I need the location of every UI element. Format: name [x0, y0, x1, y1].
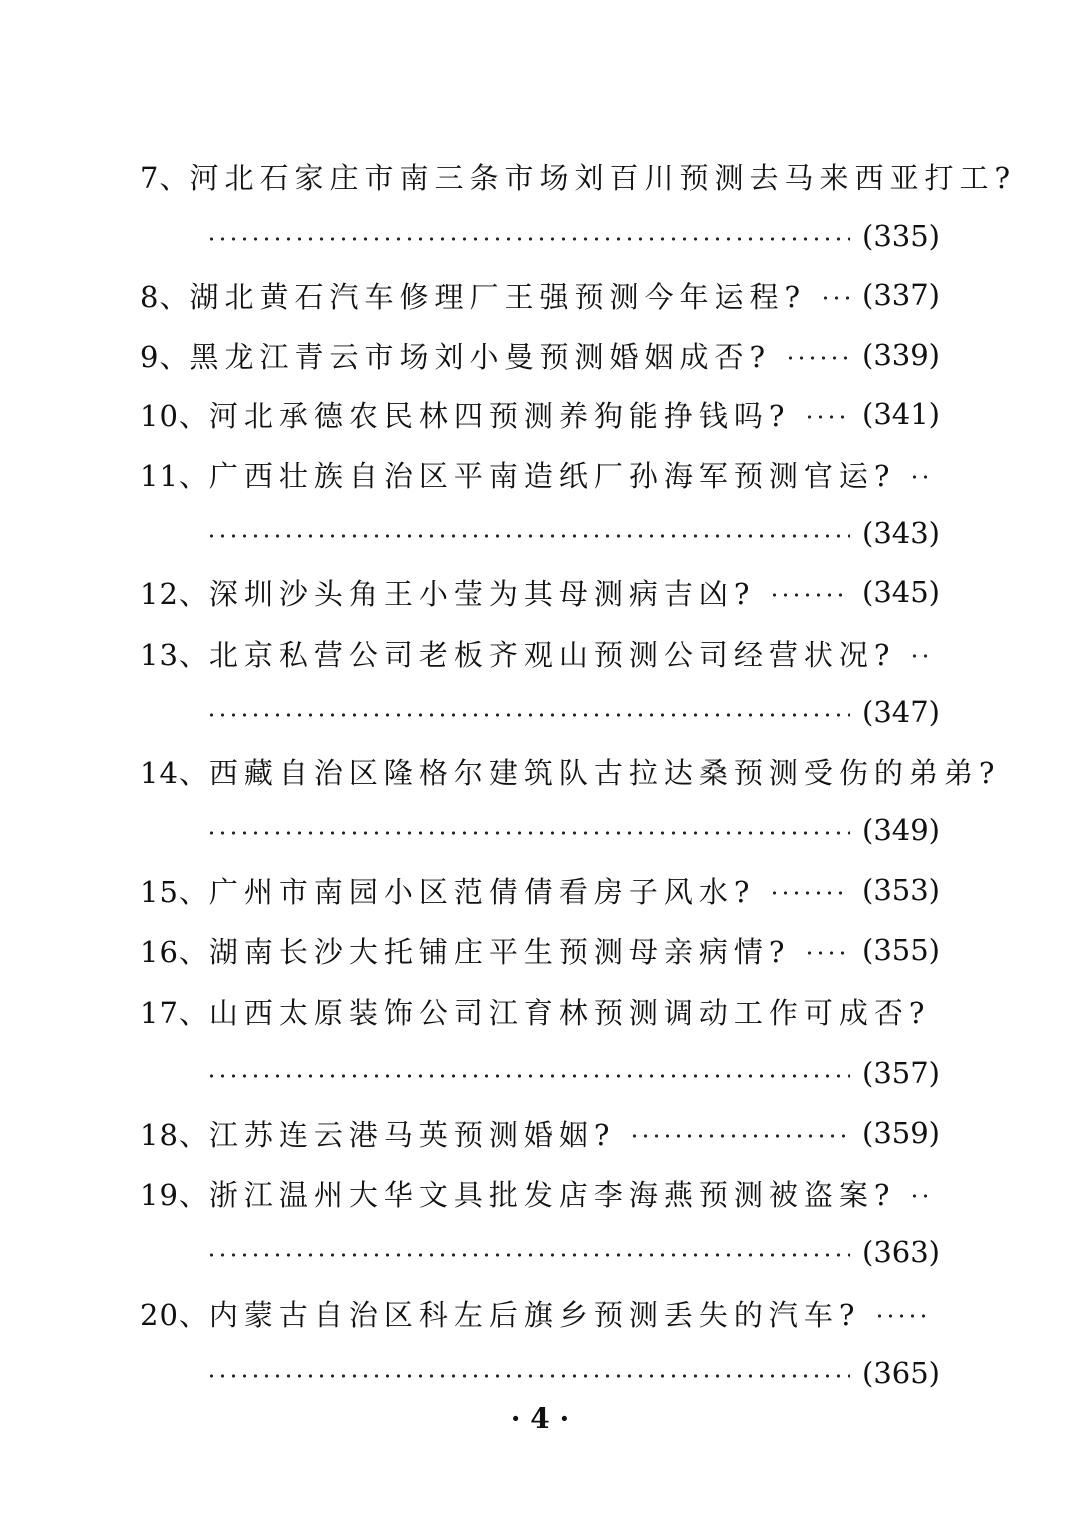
- entry-title: 浙江温州大华文具批发店李海燕预测被盗案?: [208, 1177, 896, 1212]
- toc-entry-line: [140, 451, 940, 497]
- toc-entry-continuation: [192, 1050, 940, 1096]
- entry-page: (365): [862, 1356, 940, 1390]
- dot-leader: [206, 1253, 850, 1257]
- entry-number: 17、: [140, 995, 209, 1030]
- entry-title: 河北承德农民林四预测养狗能挣钱吗?: [208, 398, 791, 433]
- toc-entry-line: [140, 988, 940, 1034]
- dot-leader: [909, 1194, 928, 1198]
- toc-entry-continuation: [192, 1350, 940, 1396]
- entry-number: 9、: [140, 339, 190, 374]
- entry-page: (353): [862, 873, 940, 907]
- entry-number: 11、: [140, 458, 209, 493]
- entry-title: 江苏连云港马英预测婚姻?: [208, 1117, 616, 1152]
- entry-page: (343): [862, 516, 940, 550]
- entry-page: (341): [862, 397, 940, 431]
- dot-leader: [629, 1134, 850, 1138]
- toc-entry-line: [140, 867, 940, 913]
- entry-number: 8、: [140, 279, 190, 314]
- dot-leader: [206, 237, 850, 241]
- toc-entry-continuation: [192, 689, 940, 735]
- entry-number: 18、: [140, 1117, 209, 1152]
- entry-page: (359): [862, 1116, 940, 1150]
- entry-number: 13、: [140, 637, 209, 672]
- dot-leader: [206, 1374, 850, 1378]
- entry-title: 河北石家庄市南三条市场刘百川预测去马来西亚打工?: [189, 160, 1017, 195]
- entry-title: 黑龙江青云市场刘小曼预测婚姻成否?: [189, 339, 772, 374]
- dot-leader: [909, 654, 928, 658]
- entry-title: 内蒙古自治区科左后旗乡预测丢失的汽车?: [208, 1297, 861, 1332]
- dot-leader: [874, 1314, 928, 1318]
- entry-title: 湖北黄石汽车修理厂王强预测今年运程?: [189, 279, 807, 314]
- toc-entry-line: [140, 272, 940, 318]
- entry-page: (355): [862, 933, 940, 967]
- entry-number: 7、: [140, 160, 190, 195]
- toc-entry-line: [140, 332, 940, 378]
- dot-leader: [804, 951, 850, 955]
- entry-number: 12、: [140, 576, 209, 611]
- entry-number: 19、: [140, 1177, 209, 1212]
- entry-title: 广州市南园小区范倩倩看房子风水?: [208, 874, 756, 909]
- page-number: · 4 ·: [510, 1402, 570, 1435]
- toc-entry-continuation: [192, 213, 940, 259]
- entry-title: 湖南长沙大托铺庄平生预测母亲病情?: [208, 934, 791, 969]
- toc-entry-line: [140, 630, 940, 676]
- entry-page: (357): [862, 1056, 940, 1090]
- dot-leader: [206, 831, 850, 835]
- toc-entry-line: [140, 153, 1017, 199]
- dot-leader: [769, 593, 850, 597]
- entry-page: (349): [862, 813, 940, 847]
- toc-entry-continuation: [192, 807, 940, 853]
- entry-page: (347): [862, 695, 940, 729]
- dot-leader: [206, 1074, 850, 1078]
- entry-number: 14、: [140, 755, 209, 790]
- entry-number: 16、: [140, 934, 209, 969]
- dot-leader: [769, 891, 850, 895]
- entry-title: 山西太原装饰公司江育林预测调动工作可成否?: [208, 995, 931, 1030]
- entry-title: 广西壮族自治区平南造纸厂孙海军预测官运?: [208, 458, 896, 493]
- entry-number: 15、: [140, 874, 209, 909]
- toc-entry-line: [140, 569, 940, 615]
- entry-page: (339): [862, 338, 940, 372]
- dot-leader: [785, 356, 850, 360]
- entry-title: 西藏自治区隆格尔建筑队古拉达桑预测受伤的弟弟?: [208, 755, 1001, 790]
- toc-entry-continuation: [192, 510, 940, 556]
- entry-page: (335): [862, 219, 940, 253]
- entry-page: (337): [862, 278, 940, 312]
- entry-title: 深圳沙头角王小莹为其母测病吉凶?: [208, 576, 756, 611]
- toc-entry-continuation: [192, 1229, 940, 1275]
- entry-number: 20、: [140, 1297, 209, 1332]
- entry-page: (363): [862, 1235, 940, 1269]
- toc-entry-line: [140, 1290, 940, 1336]
- dot-leader: [820, 296, 850, 300]
- toc-entry-line: [140, 1170, 940, 1216]
- entry-number: 10、: [140, 398, 209, 433]
- dot-leader: [206, 713, 850, 717]
- entry-title: 北京私营公司老板齐观山预测公司经营状况?: [208, 637, 896, 672]
- dot-leader: [804, 415, 850, 419]
- toc-entry-line: [140, 927, 940, 973]
- toc-entry-line: [140, 1110, 940, 1156]
- toc-entry-line: [140, 391, 940, 437]
- entry-page: (345): [862, 575, 940, 609]
- dot-leader: [206, 534, 850, 538]
- toc-entry-line: [140, 748, 1001, 794]
- dot-leader: [909, 475, 928, 479]
